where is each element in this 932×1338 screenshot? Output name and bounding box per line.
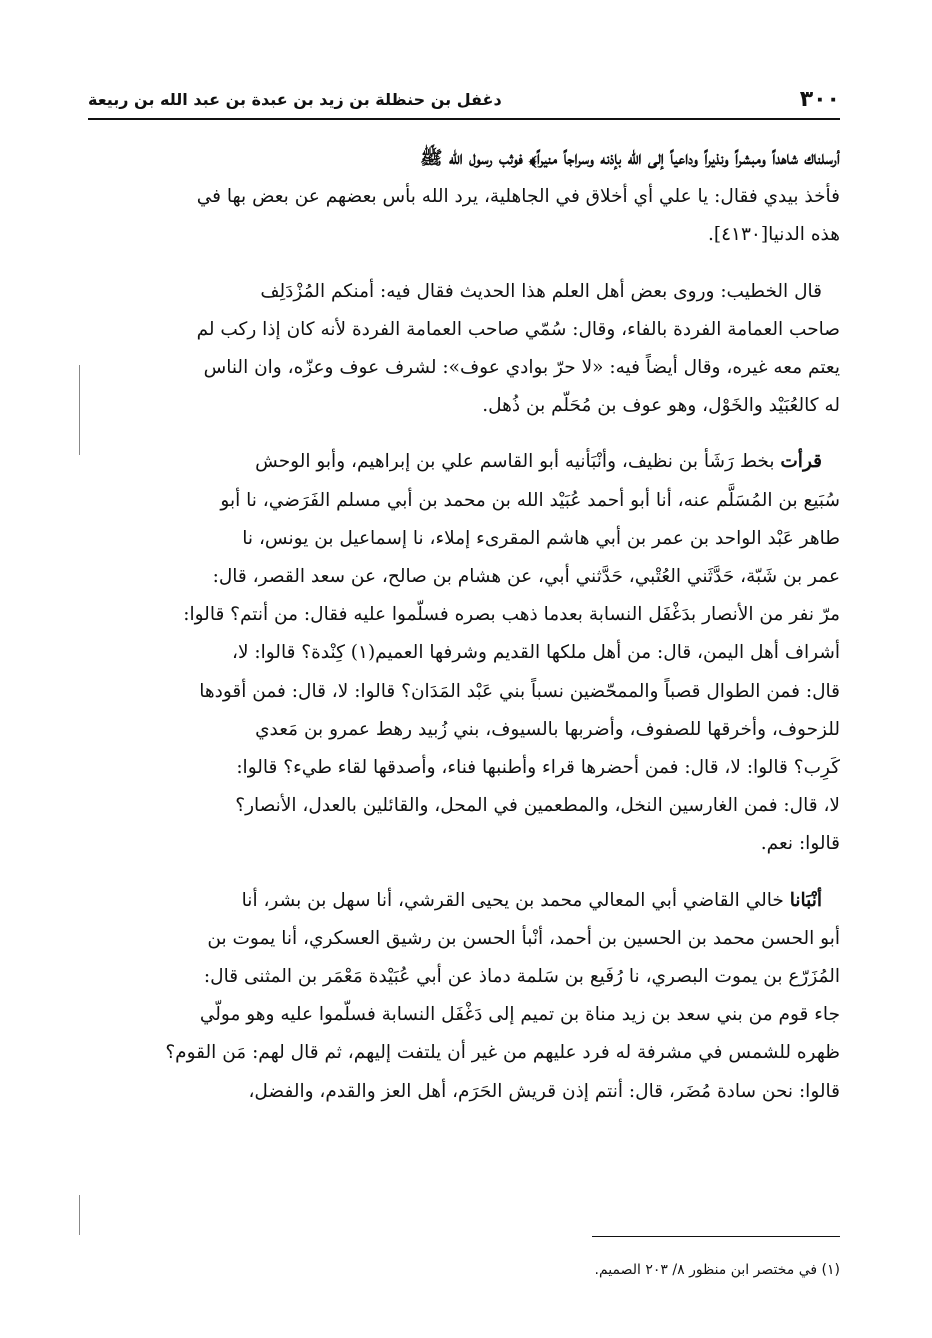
text-line: أرسلناك شاهداً ومبشراً ونذيراً وداعياً إلى الله بإذنه وسراجاً منيراً﴾ فوثب رسول الله ﷺ [420, 148, 840, 169]
text-line: فأخذ بيدي فقال: يا علي أي أخلاق في الجاهلية، يرد الله بأس بعضهم عن بعض بها في [196, 186, 840, 208]
text-line: جاء قوم من بني سعد بن زيد مناة بن تميم إلى دَغْفَل النسابة فسلّموا عليه وهو مولّي [199, 1004, 840, 1026]
text-line: طاهر عَبْد الواحد بن عمر بن أبي هاشم المقرىء إملاء، نا إسماعيل بن يونس، نا [242, 527, 840, 549]
text-segment: بخط رَشَأ بن نظيف، وأنْبَأنيه أبو القاسم علي بن إبراهيم، وأبو الوحش [255, 451, 781, 473]
lead-word: قرأت [780, 451, 822, 473]
text-line: للزحوف، وأخرقها للصفوف، وأضربها بالسيوف، بني زُبيد رهط عمرو بن مَعدي [255, 718, 840, 740]
text-line: قال الخطيب: وروى بعض أهل العلم هذا الحديث فقال فيه: أمنكم المُزْدَلِف [260, 280, 822, 302]
paragraph [88, 882, 840, 1111]
page-header [88, 84, 840, 114]
text-line: سُبَيع بن المُسَلَّم عنه، أنا أبو أحمد عُبَيْد الله بن محمد بن أبي مسلم الفَرَضي، نا أبو [220, 489, 840, 511]
text-line: لا، قال: فمن الغارسين النخل، والمطعمين في المحل، والقائلين بالعدل، الأنصار؟ [235, 795, 840, 817]
text-line: هذه الدنيا[٤١٣٠]. [708, 224, 840, 246]
paragraph [88, 140, 840, 255]
header-rule [88, 118, 840, 120]
footnote-separator [592, 1236, 840, 1237]
text-line: يعتم معه غيره، وقال أيضاً فيه: «لا حرّ بوادي عوف»: لشرف عوف وعزّه، وان الناس [203, 357, 840, 379]
body-text [88, 140, 840, 1111]
lead-word: أنْبَانا [789, 889, 822, 911]
paragraph [88, 443, 840, 863]
text-line: ظهره للشمس في مشرفة له فرد عليهم من غير أن يلتفت إليهم، ثم قال لهم: مَن القوم؟ [165, 1042, 840, 1064]
text-segment: خالي القاضي أبي المعالي محمد بن يحيى القرشي، أنا سهل بن بشر، أنا [241, 889, 790, 911]
text-line: المُزَرّع بن يموت البصري، نا رُفَيع بن سَلمة دماذ عن أبي عُبَيْدة مَعْمَر بن المثنى قال: [203, 966, 840, 988]
text-line: صاحب العمامة الفردة بالفاء، وقال: سُمّي صاحب العمامة الفردة لأنه كان إذا ركب لم [196, 318, 840, 340]
text-line: أشراف أهل اليمن، قال: من أهل ملكها القديم وشرفها العميم(١) كِنْدة؟ قالوا: لا، [231, 642, 840, 664]
text-line [88, 443, 840, 481]
text-line [88, 882, 840, 920]
text-line: قال: فمن الطوال قصباً والممحّضين نسباً بني عَبْد المَدَان؟ قالوا: لا، قال: فمن أقودها [199, 680, 840, 702]
text-line: له كالعُبَيْد والخَوْل، وهو عوف بن مُحَلّم بن ذُهل. [482, 395, 840, 417]
text-line: قالوا: نحن سادة مُضَر، قال: أنتم إذن قريش الحَرَم، أهل العز والقدم، والفضل، [248, 1080, 840, 1102]
margin-mark [79, 365, 80, 455]
text-line: قالوا: نعم. [760, 833, 840, 855]
text-line: أبو الحسن محمد بن الحسين بن أحمد، أنْبأ الحسن بن رشيق العسكري، أنا يموت بن [207, 927, 840, 949]
running-title: دغفل بن حنظلة بن زيد بن عبدة بن عبد الله بن ربيعة [88, 89, 502, 109]
footnote: (١) في مختصر ابن منظور ٨/ ٢٠٣ الصميم. [594, 1262, 840, 1278]
text-line: عمر بن شَبّة، حَدَّثَني العُتْبي، حَدَّثني أبي، عن هشام بن صالح، عن سعد القصر، قال: [212, 566, 840, 588]
paragraph [88, 273, 840, 426]
text-line: كَرِب؟ قالوا: لا، قال: فمن أحضرها قراء وأطنبها فناء، وأصدقها لقاء طيء؟ قالوا: [236, 757, 840, 779]
margin-mark [79, 1195, 80, 1235]
page-number: ٣٠٠ [799, 86, 840, 112]
text-line: مرّ نفر من الأنصار بدَغْفَل النسابة بعدما ذهب بصره فسلّموا عليه فقال: من أنتم؟ قالوا: [183, 604, 840, 626]
